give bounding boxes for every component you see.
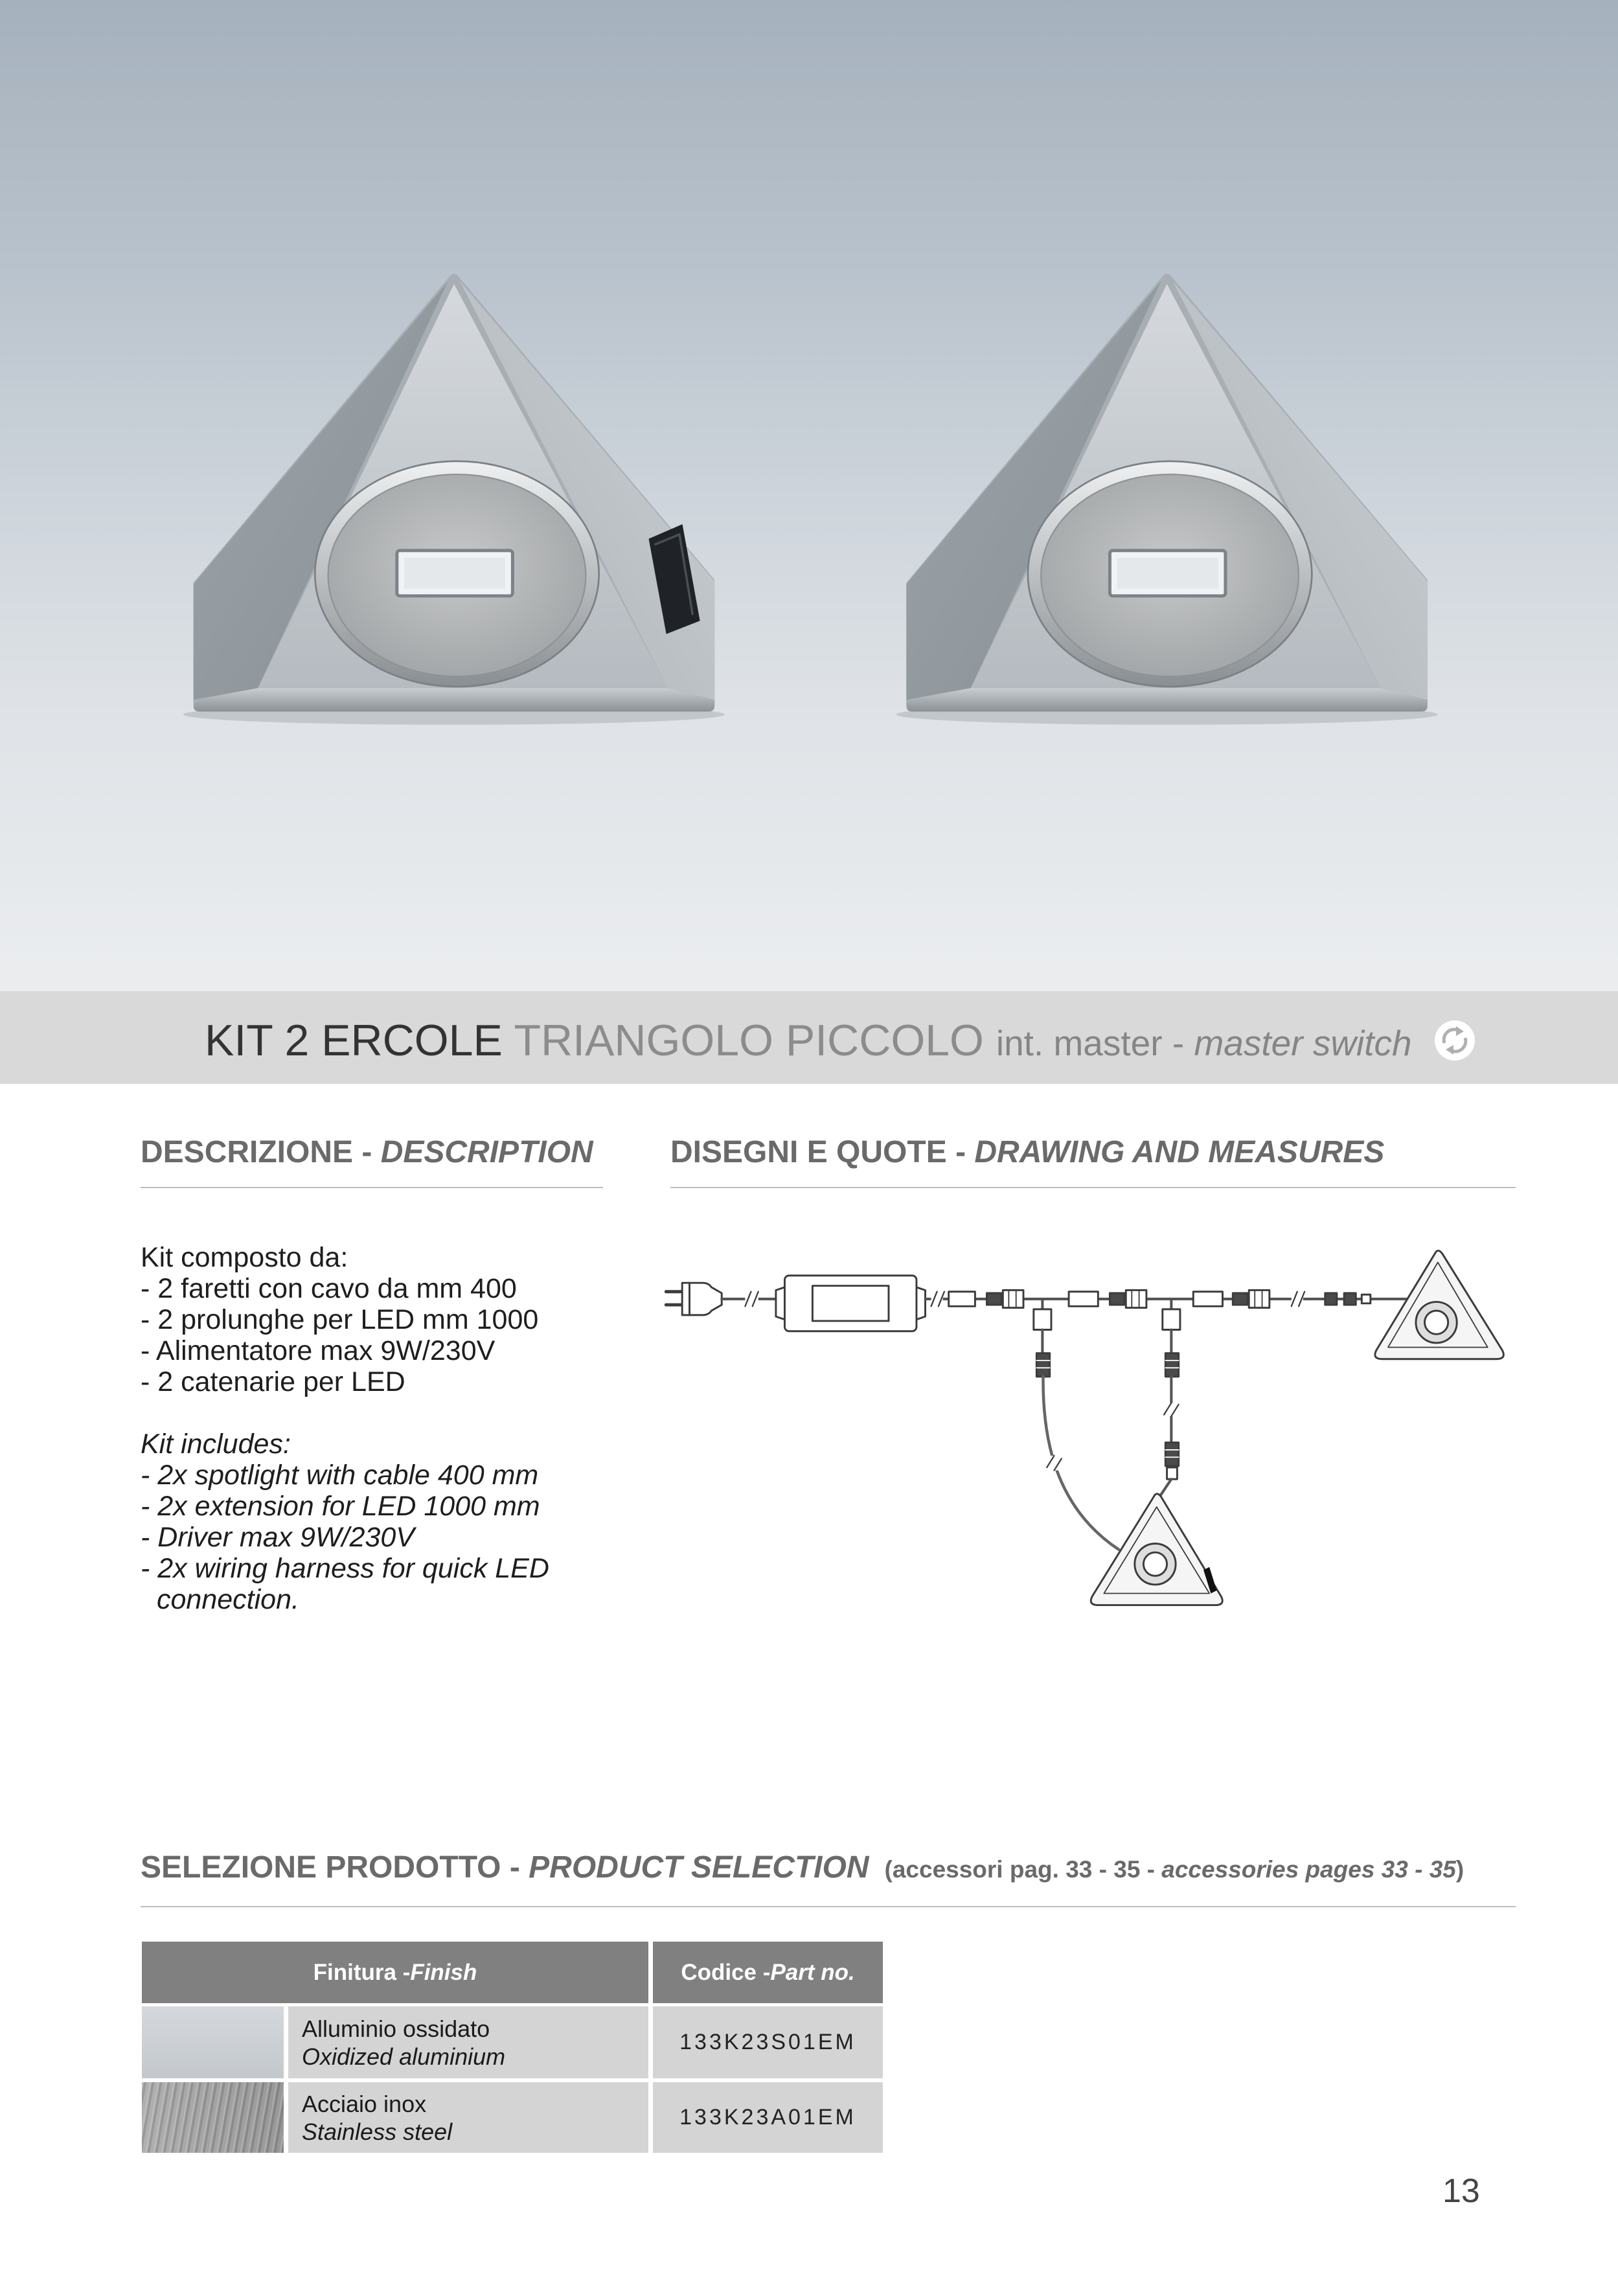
part-number: 133K23A01EM	[653, 2082, 883, 2153]
wiring-diagram	[659, 1237, 1523, 1618]
drawing-heading-it: DISEGNI E QUOTE -	[670, 1135, 975, 1169]
description-heading-en: DESCRIPTION	[380, 1135, 593, 1169]
connector	[949, 1292, 975, 1307]
description-intro-it: Kit composto da:	[141, 1242, 348, 1273]
header-code-en: Part no.	[770, 1959, 855, 1985]
header-finish-en: Finish	[410, 1959, 477, 1985]
list-item: - Driver max 9W/230V	[141, 1522, 415, 1553]
finish-name-en: Stainless steel	[302, 2118, 453, 2145]
connector	[1233, 1290, 1270, 1307]
finish-name-it: Alluminio ossidato	[302, 2015, 490, 2042]
table-row	[288, 2082, 648, 2153]
selection-divider	[141, 1906, 1516, 1907]
description-divider	[141, 1187, 603, 1188]
title-variant-en: master switch	[1194, 1023, 1412, 1063]
title-variant-it: int. master -	[996, 1023, 1194, 1063]
description-en	[141, 1429, 659, 1615]
finish-swatch	[142, 2006, 284, 2078]
accessories-note	[885, 1856, 1464, 1883]
connector	[1193, 1292, 1222, 1307]
lamp-right	[896, 274, 1437, 725]
title-model: TRIANGOLO PICCOLO	[514, 1016, 984, 1065]
list-item: - Alimentatore max 9W/230V	[141, 1335, 496, 1366]
description-intro-en: Kit includes:	[141, 1429, 291, 1460]
connector	[1069, 1292, 1098, 1307]
list-item: - 2 faretti con cavo da mm 400	[141, 1273, 517, 1304]
drawing-heading-en: DRAWING AND MEASURES	[974, 1135, 1385, 1169]
selection-heading-en: PRODUCT SELECTION	[529, 1850, 869, 1885]
accessories-note-it: (accessori pag. 33 - 35 -	[884, 1856, 1162, 1883]
finish-name-it: Acciaio inox	[302, 2090, 427, 2117]
lamp-left	[183, 274, 725, 725]
finish-swatch	[142, 2082, 284, 2153]
table-header-code	[653, 1942, 883, 2003]
connector	[1110, 1290, 1146, 1307]
connector	[986, 1290, 1023, 1307]
lamp-photo	[0, 0, 1618, 991]
selection-heading-it: SELEZIONE PRODOTTO -	[141, 1850, 529, 1885]
branch-cable-1	[1034, 1309, 1119, 1550]
description-heading	[141, 1134, 593, 1171]
accessories-note-en: accessories pages 33 - 35	[1161, 1856, 1456, 1883]
accessories-note-close: )	[1455, 1856, 1464, 1883]
list-item: - 2 catenarie per LED	[141, 1366, 405, 1397]
part-number: 133K23S01EM	[653, 2006, 883, 2078]
finish-name-en: Oxidized aluminium	[302, 2043, 506, 2070]
drawing-heading	[670, 1134, 1384, 1171]
header-finish-it: Finitura -	[313, 1959, 411, 1985]
page-number: 13	[1442, 2172, 1480, 2210]
branch-cable-2	[1159, 1309, 1180, 1497]
list-item: - 2x spotlight with cable 400 mm	[141, 1460, 539, 1491]
list-item: - 2 prolunghe per LED mm 1000	[141, 1304, 539, 1335]
list-item-continuation: connection.	[157, 1584, 299, 1615]
description-text	[141, 1242, 659, 1615]
header-code-it: Codice -	[681, 1959, 771, 1985]
lamp-diagram-bottom	[1091, 1494, 1222, 1605]
drawing-divider	[670, 1187, 1516, 1188]
product-photo	[0, 0, 1618, 991]
title-kit: KIT 2 ERCOLE	[205, 1016, 503, 1065]
spacer	[141, 1397, 659, 1429]
master-switch-icon	[1433, 1019, 1476, 1062]
description-it	[141, 1242, 659, 1397]
table-header-finish	[142, 1942, 648, 2003]
page-title	[205, 1015, 1412, 1069]
plug	[666, 1283, 722, 1315]
selection-heading	[141, 1849, 1464, 1888]
driver	[776, 1276, 926, 1331]
lamp-diagram-right	[1375, 1250, 1504, 1359]
connector	[1325, 1293, 1371, 1305]
description-heading-it: DESCRIZIONE -	[141, 1135, 381, 1169]
list-item: - 2x wiring harness for quick LED	[141, 1553, 549, 1584]
table-row	[288, 2006, 648, 2078]
list-item: - 2x extension for LED 1000 mm	[141, 1491, 540, 1522]
